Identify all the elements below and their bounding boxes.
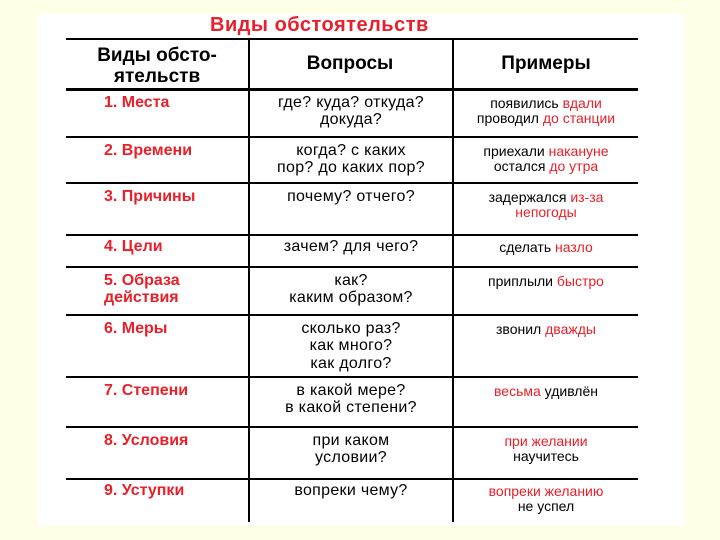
row-example-cell xyxy=(454,434,638,464)
row-question-text: каким образом? xyxy=(289,289,413,307)
example-adverbial: накануне xyxy=(548,143,609,159)
row-question-text: сколько раз? xyxy=(301,320,401,337)
header-examples: Примеры xyxy=(501,53,591,74)
row-type-label: 7. Степени xyxy=(104,382,189,399)
row-type-cell xyxy=(104,432,246,449)
row-question-text: вопреки чему? xyxy=(294,482,408,499)
table-row-divider xyxy=(66,376,638,378)
row-question-cell xyxy=(250,94,452,129)
row-example-cell xyxy=(454,274,638,289)
example-text: удивлён xyxy=(540,383,598,399)
row-example-line xyxy=(454,240,638,255)
header-types-line1: Виды обсто- xyxy=(97,45,217,66)
row-question-text: в какой степени? xyxy=(285,399,417,417)
row-question-cell xyxy=(250,238,452,255)
example-text: приехали xyxy=(483,143,549,159)
example-text: сделать xyxy=(499,239,555,255)
row-question-cell xyxy=(250,188,452,205)
row-type-label: 8. Условия xyxy=(104,432,189,449)
row-example-cell xyxy=(454,484,638,514)
example-text: проводил xyxy=(476,110,543,127)
row-question-cell xyxy=(250,320,452,372)
row-type-cell xyxy=(104,94,246,111)
example-text: появились xyxy=(490,95,563,111)
row-question-cell xyxy=(250,432,452,467)
row-question-cell xyxy=(250,382,452,417)
row-example-line xyxy=(454,449,638,464)
row-example-cell xyxy=(454,322,638,337)
row-example-line xyxy=(454,274,638,289)
example-text: остался xyxy=(493,158,550,175)
example-adverbial: до станции xyxy=(542,110,616,127)
row-type-label: 9. Уступки xyxy=(104,482,185,499)
row-question-text: при каком xyxy=(312,432,390,449)
row-question-text: когда? с каких xyxy=(296,142,406,159)
row-example-cell xyxy=(454,384,638,399)
row-example-line xyxy=(454,499,638,514)
row-question-text: как долго? xyxy=(310,354,392,372)
table-row-divider xyxy=(66,426,638,428)
example-adverbial: быстро xyxy=(556,273,604,289)
example-adverbial: вопреки желанию xyxy=(488,483,604,499)
row-question-text: докуда? xyxy=(319,111,383,129)
example-adverbial: вдали xyxy=(562,95,602,111)
row-question-text: как? xyxy=(334,272,368,289)
example-text: приплыли xyxy=(488,273,557,289)
row-question-text: в какой мере? xyxy=(296,382,406,399)
row-example-cell xyxy=(454,144,638,174)
row-question-text: как много? xyxy=(309,337,393,355)
row-type-cell xyxy=(104,272,246,307)
row-type-label: 5. Образа xyxy=(104,272,180,289)
table-row-divider xyxy=(66,314,638,316)
row-question-cell xyxy=(250,482,452,499)
example-adverbial: весьма xyxy=(494,383,541,399)
example-text: научитесь xyxy=(513,448,579,465)
row-question-text: зачем? для чего? xyxy=(283,238,419,255)
table-row-divider xyxy=(66,182,638,184)
row-type-label: 3. Причины xyxy=(104,188,196,205)
example-adverbial: дважды xyxy=(545,321,596,337)
row-question-cell xyxy=(250,142,452,177)
example-adverbial: непогоды xyxy=(515,204,577,221)
row-example-line xyxy=(454,159,638,174)
row-question-text: почему? отчего? xyxy=(287,188,415,205)
row-type-cell xyxy=(104,188,246,205)
row-type-label: 2. Времени xyxy=(104,142,193,159)
row-example-cell xyxy=(454,240,638,255)
example-adverbial: назло xyxy=(555,239,593,255)
table-row-divider xyxy=(66,88,638,91)
row-question-text: пор? до каких пор? xyxy=(277,159,425,177)
table-row-divider xyxy=(66,136,638,138)
row-type-cell xyxy=(104,482,246,499)
header-types-line2: ятельств xyxy=(113,65,201,87)
row-example-line xyxy=(454,322,638,337)
header-questions: Вопросы xyxy=(306,53,394,74)
table-row-divider xyxy=(66,234,638,236)
row-type-label: 4. Цели xyxy=(104,238,163,255)
example-adverbial: до утра xyxy=(549,158,599,175)
table-row-divider xyxy=(66,266,638,268)
example-text: задержался xyxy=(488,189,571,205)
row-type-label: 1. Места xyxy=(104,94,170,111)
row-question-cell xyxy=(250,272,452,307)
adverbials-table xyxy=(66,38,638,522)
row-example-line xyxy=(454,111,638,126)
table-row-divider xyxy=(66,38,638,40)
row-type-cell xyxy=(104,238,246,255)
example-text: звонил xyxy=(496,321,546,337)
row-example-cell xyxy=(454,96,638,126)
header-types xyxy=(68,46,246,87)
row-example-line xyxy=(454,190,638,205)
row-type-cell xyxy=(104,142,246,159)
table-row-divider xyxy=(66,478,638,480)
row-type-cell xyxy=(104,320,246,337)
row-type-label: 6. Меры xyxy=(104,320,168,337)
row-example-line xyxy=(454,96,638,111)
row-example-line xyxy=(454,484,638,499)
row-type-cell xyxy=(104,382,246,399)
example-adverbial: при желании xyxy=(504,433,588,449)
row-example-line xyxy=(454,434,638,449)
example-adverbial: из-за xyxy=(570,189,604,205)
row-question-text: где? куда? откуда? xyxy=(278,94,424,111)
row-example-cell xyxy=(454,190,638,220)
row-type-label: действия xyxy=(104,289,179,307)
row-question-text: условии? xyxy=(315,449,387,467)
row-example-line xyxy=(454,384,638,399)
row-example-line xyxy=(454,144,638,159)
row-example-line xyxy=(454,205,638,220)
page-title: Виды обстоятельств xyxy=(210,14,429,36)
example-text: не успел xyxy=(517,498,575,515)
